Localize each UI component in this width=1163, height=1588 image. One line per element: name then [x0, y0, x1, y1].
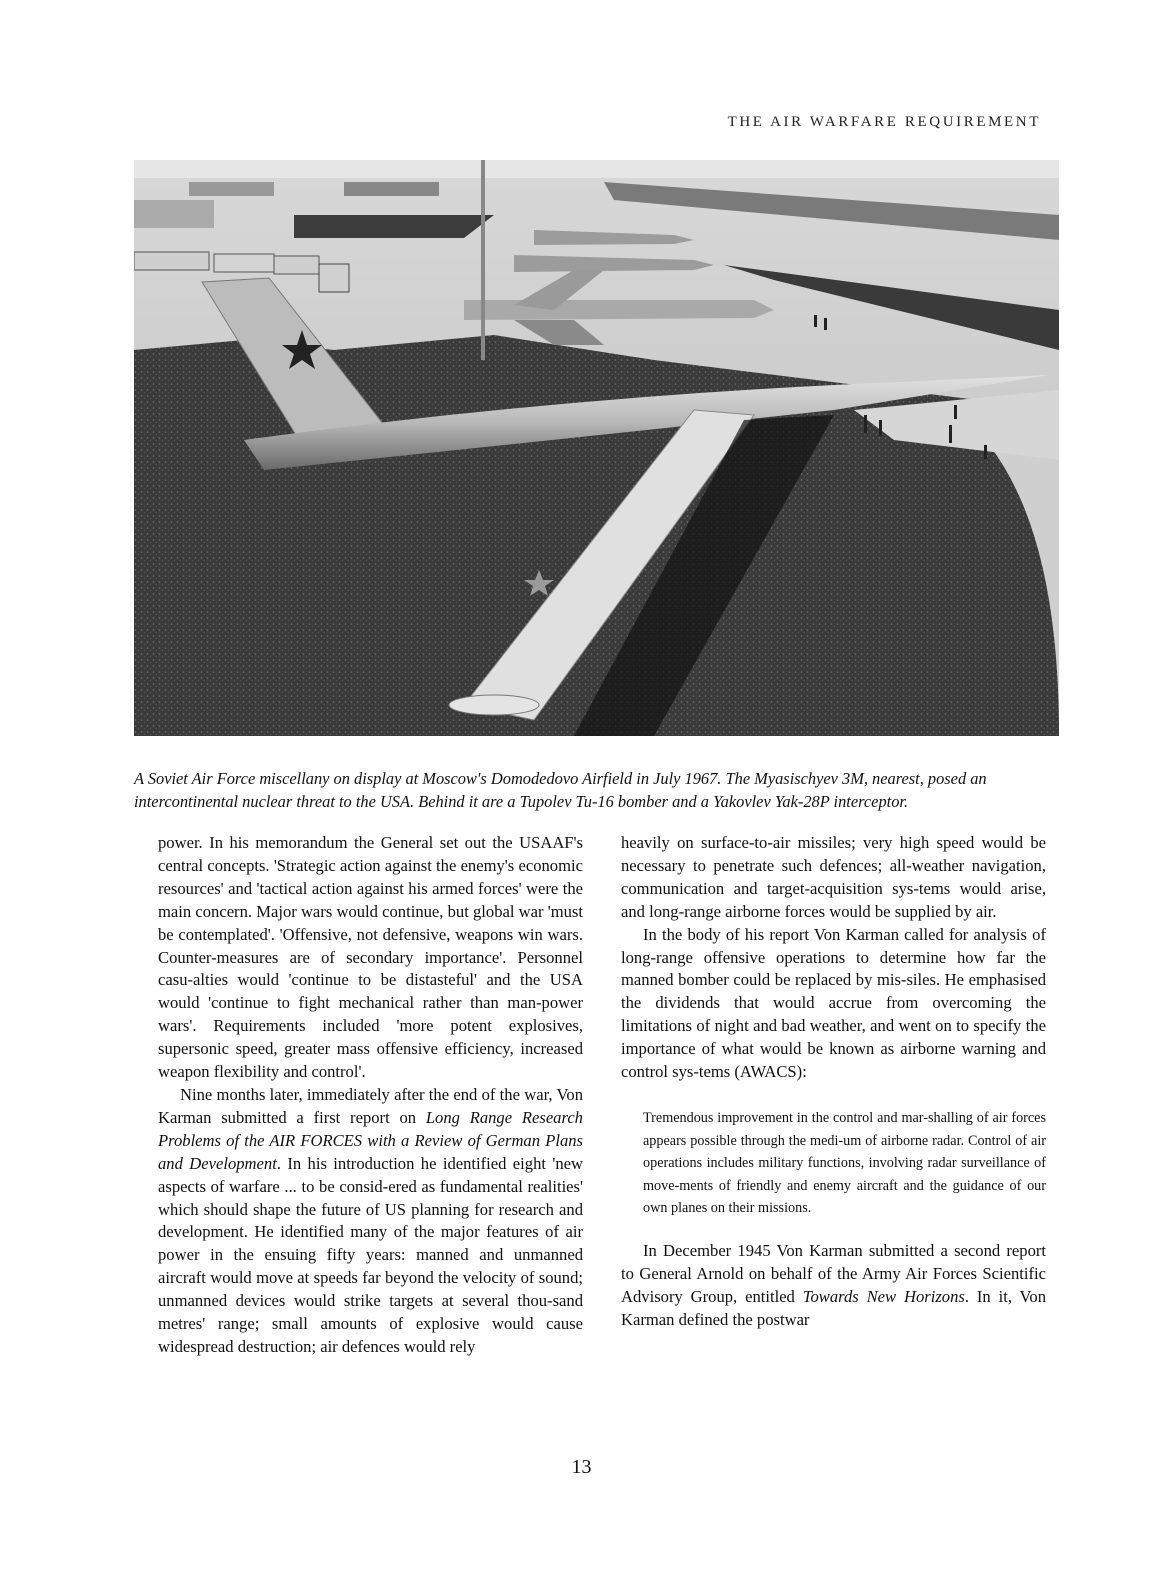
paragraph: heavily on surface-to-air missiles; very high speed would be necessary to penetrate such defences; all-weather navigation, communication and target-acquisition sys-tems would arise, and long-range airborne forces would be supplied by air. [621, 833, 1046, 921]
paragraph: power. In his memorandum the General set out the USAAF's central concepts. 'Strategic action against the enemy's economic resources' and 'tactical action against his armed forces' were the main concern. Major wars would continue, but global war 'must be contemplated'. 'Offensive, not defensive, weapons win wars. Counter-measures are of secondary importance'. Personnel casu-alties would 'continue to be distasteful' and the USA would 'continue to fight mechanical rather than man-power wars'. Requirements included 'more potent explosives, supersonic speed, greater mass offensive efficiency, increased weapon flexibility and control'. [158, 833, 583, 1082]
airfield-photo [134, 160, 1059, 736]
report-title: Towards New Horizons [802, 1286, 965, 1306]
report-title: Long Range Research Problems of the AIR FORCES with a Review of German Plans and Development [158, 1107, 583, 1173]
paragraph-text: . In it, Von Karman defined the postwar [621, 1286, 1046, 1329]
running-head: THE AIR WARFARE REQUIREMENT [727, 114, 1041, 130]
paragraph-text: Nine months later, immediately after the end of the war, Von Karman submitted a first report on [158, 1084, 583, 1127]
body-column-left [158, 832, 583, 1359]
paragraph-text: In December 1945 Von Karman submitted a second report to General Arnold on behalf of the Army Air Forces Scientific Advisory Group, entitled [621, 1240, 1046, 1306]
paragraph-text: . In his introduction he identified eight 'new aspects of warfare ... to be consid-ered as fundamental realities' which should shape the future of US planning for research and development. He identified many of the major features of air power in the ensuing fifty years: manned and unmanned aircraft would move at speeds far beyond the velocity of sound; unmanned devices would strike targets at several thou-sand metres' range; small amounts of explosive would cause widespread destruction; air defences would rely [158, 1153, 583, 1356]
figure-caption: A Soviet Air Force miscellany on display at Moscow's Domodedovo Airfield in July 1967. The Myasischyev 3M, nearest, posed an intercontinental nuclear threat to the USA. Behind it are a Tupolev Tu-16 bomber and a Yakovlev Yak-28P interceptor. [134, 769, 987, 811]
paragraph: In the body of his report Von Karman called for analysis of long-range offensive operations to determine how far the manned bomber could be replaced by mis-siles. He emphasised the dividends that would accrue from overcoming the limitations of night and bad weather, and went on to specify the importance of what would be known as airborne warning and control sys-tems (AWACS): [621, 924, 1046, 1082]
block-quote: Tremendous improvement in the control and mar-shalling of air forces appears possible through the medi-um of airborne radar. Control of air operations includes military functions, involving radar surveillance of move-ments of friendly and enemy aircraft and the guidance of our own planes on their missions. [643, 1109, 1046, 1217]
page-number: 13 [571, 1456, 592, 1478]
aircraft-display-image [134, 160, 1059, 736]
paragraph [158, 1084, 583, 1359]
paragraph [621, 1240, 1046, 1332]
body-column-right [621, 832, 1046, 1332]
